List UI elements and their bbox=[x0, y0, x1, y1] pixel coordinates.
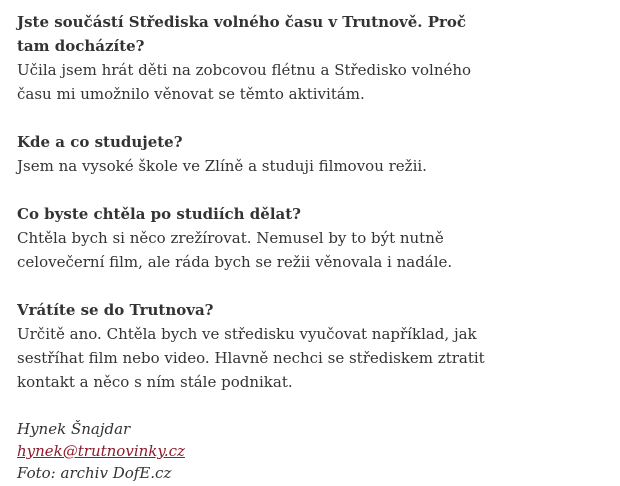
question: Co byste chtěla po studiích dělat? bbox=[17, 205, 301, 223]
author-name: Hynek Šnajdar bbox=[17, 420, 131, 438]
photo-credit: Foto: archiv DofE.cz bbox=[17, 464, 172, 482]
question: Jste součástí Střediska volného času v Trutnově. Proč tam docházíte? bbox=[17, 13, 467, 55]
qa-block bbox=[17, 202, 497, 274]
answer: Učila jsem hrát děti na zobcovou flétnu a Středisko volného času mi umožnilo věnovat se těmto aktivitám. bbox=[17, 61, 472, 103]
author-email-link[interactable]: hynek@trutnovinky.cz bbox=[17, 442, 185, 460]
answer: Jsem na vysoké škole ve Zlíně a studuji filmovou režii. bbox=[17, 157, 427, 175]
question: Vrátíte se do Trutnova? bbox=[17, 301, 214, 319]
qa-block bbox=[17, 130, 497, 178]
qa-block bbox=[17, 298, 497, 394]
answer: Určitě ano. Chtěla bych ve středisku vyučovat například, jak sestříhat film nebo video. Hlavně nechci se střediskem ztratit kontakt a něco s ním stále podnikat. bbox=[17, 325, 485, 391]
article-signature bbox=[17, 418, 497, 484]
question: Kde a co studujete? bbox=[17, 133, 183, 151]
qa-block bbox=[17, 10, 497, 106]
answer: Chtěla bych si něco zrežírovat. Nemusel by to být nutně celovečerní film, ale ráda bych se režii věnovala i nadále. bbox=[17, 229, 453, 271]
